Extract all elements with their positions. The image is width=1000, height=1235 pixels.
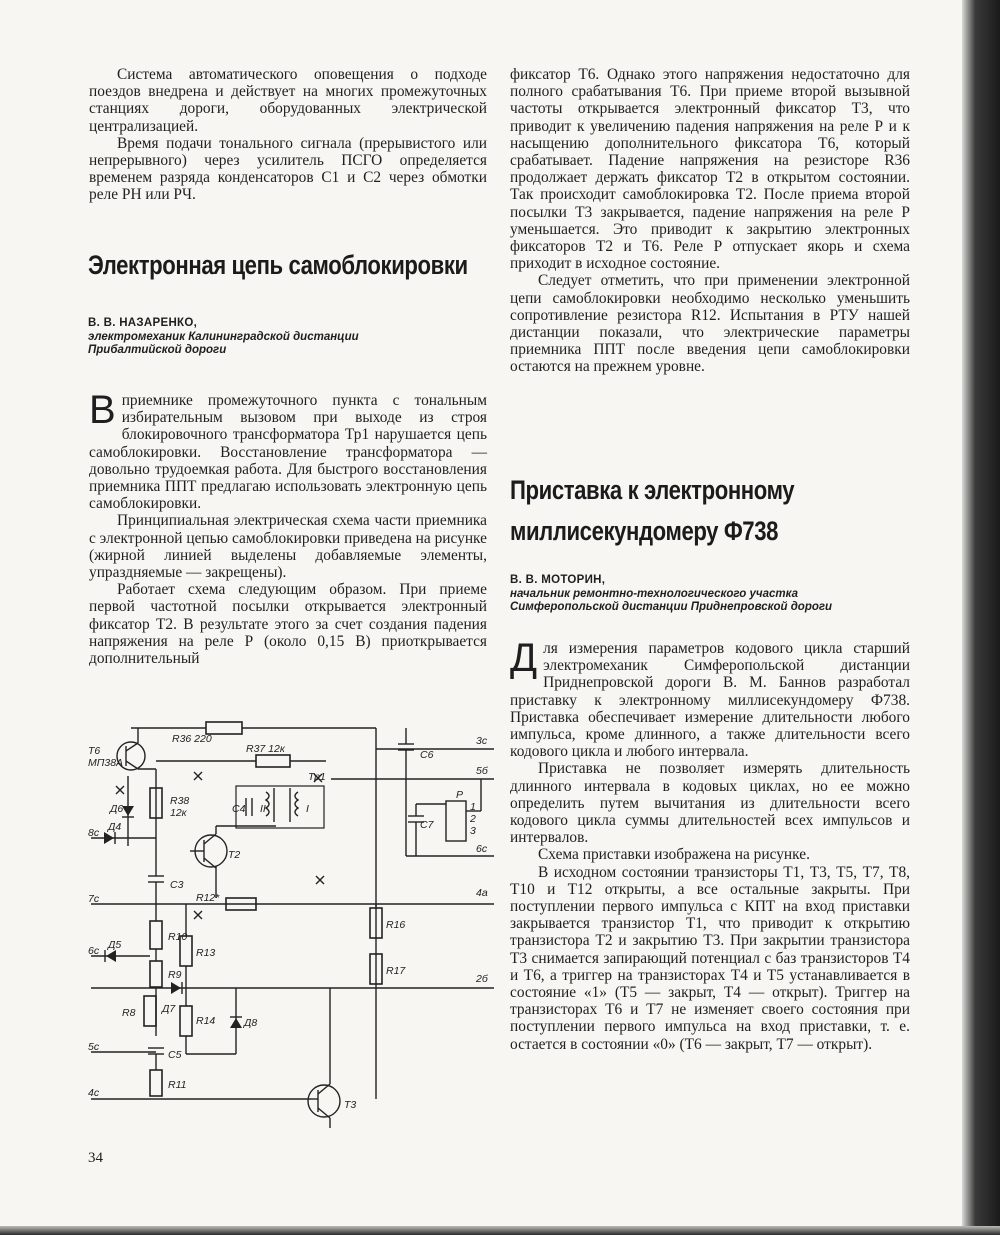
schematic-label: II <box>260 803 266 815</box>
schematic-label: С7 <box>420 819 434 831</box>
paragraph: Вприемнике промежуточного пункта с тональным избирательным вызовом при выходе из строя блокировочного трансформатора Тр1 нарушается цепь самоблокировки. Восстановление трансформатора — довольно трудоемкая работа. Для быстрого восстановления приемника ППТ предлагаю использовать электронную цепь самоблокировки. <box>89 388 487 513</box>
schematic-label: С5 <box>168 1049 182 1061</box>
schematic-label: R13 <box>196 947 216 959</box>
author-name: В. В. НАЗАРЕНКО, <box>88 317 198 329</box>
article-title: Электронная цепь самоблокировки <box>88 250 468 280</box>
schematic-label: R12* <box>196 892 220 904</box>
schematic-label: 5б <box>476 765 488 777</box>
article-title-line1: Приставка к электронному <box>510 475 795 505</box>
schematic-label: R37 12к <box>246 743 285 755</box>
schematic-label: Тр1 <box>308 771 326 783</box>
drop-cap: В <box>89 388 116 432</box>
schematic-label: 2б <box>476 973 488 985</box>
author-name: В. В. МОТОРИН, <box>510 574 606 586</box>
paragraph: Принципиальная электрическая схема части приемника с электронной цепью самоблокировки приведена на рисунке (жирной линией выделены добавляемые элементы, упраздняемые — закрещены). <box>89 512 487 582</box>
page-bottom-shadow <box>0 1226 1000 1235</box>
paragraph: Время подачи тонального сигнала (прерывистого или непрерывного) через усилитель ПСГО определяется временем разряда конденсаторов С1 и С2 через обмотки реле РН или РЧ. <box>89 134 487 204</box>
schematic-label: R36 220 <box>172 733 212 745</box>
schematic-label: Д4 <box>108 821 122 833</box>
schematic-label: Т3 <box>344 1099 357 1111</box>
schematic-label: R10 <box>168 931 188 943</box>
schematic-label: R17 <box>386 965 406 977</box>
schematic-label: Т6 <box>88 745 101 757</box>
schematic-label: Р <box>456 789 464 801</box>
paragraph: Работает схема следующим образом. При приеме первой частотной посылки открывается электронный фиксатор Т2. В результате этого за счет создания падения напряжения на реле Р (около 0,15 В) приоткрывается дополнительный <box>89 581 487 668</box>
schematic-label: Т2 <box>228 849 241 861</box>
page-number: 34 <box>88 1150 103 1166</box>
drop-cap: Д <box>510 636 538 680</box>
schematic-label: R11 <box>168 1079 187 1091</box>
schematic-label: R38 <box>170 795 190 807</box>
paragraph: Система автоматического оповещения о подходе поездов внедрена и действует на многих промежуточных станциях дороги, оборудованных электрической централизацией. <box>89 66 487 135</box>
schematic-label: R9 <box>168 969 182 981</box>
schematic-label: Д6 <box>110 803 124 815</box>
schematic-label: 5с <box>88 1041 100 1053</box>
paragraph: Следует отметить, что при применении электронной цепи самоблокировки необходимо несколько уменьшить сопротивление резистора R12. Испытания в РТУ нашей дистанции показали, что электрические параметры приемника ППТ после введения цепи самоблокировки остаются на прежнем уровне. <box>510 272 910 376</box>
author-role: электромеханик Калининградской дистанции <box>88 330 359 343</box>
schematic-label: 7с <box>88 893 100 905</box>
schematic-label: С6 <box>420 749 434 761</box>
paragraph: фиксатор Т6. Однако этого напряжения недостаточно для полного срабатывания Т6. При приеме второй вызывной частоты открывается электронный фиксатор Т3, что приводит к увеличению падения напряжения на реле Р и к насыщению дополнительного фиксатора Т6, который срабатывает. Падение напряжения на резисторе R36 продолжает держать фиксатор Т2 в открытом состоянии. Так происходит самоблокировка Т2. После приема второй посылки Т3 закрывается, падение напряжения на реле Р уменьшается. Это приводит к закрытию электронных фиксаторов Т2 и Т6. Реле Р отпускает якорь и схема приходит в исходное состояние. <box>510 66 910 273</box>
schematic-label: 6с <box>88 945 100 957</box>
schematic-label: Д5 <box>108 939 122 951</box>
schematic-label: 1 <box>470 801 476 813</box>
schematic-label: Д7 <box>162 1003 176 1015</box>
schematic-label: I <box>306 803 309 815</box>
paragraph: Схема приставки изображена на рисунке. <box>538 846 810 864</box>
author-block <box>88 317 359 358</box>
paragraph: В исходном состоянии транзисторы Т1, Т3, Т5, Т7, Т8, Т10 и Т12 открыты, а все остальные закрыты. При поступлении первого импульса с КПТ на вход приставки закрывается транзистор Т1, что приводит к открытию транзистора Т2 и закрытию Т3. При закрытии транзистора Т3 снимается запирающий потенциал с баз транзисторов Т4 и Т6, а триггер на транзисторах Т4 и Т5 устанавливается в состояние «1» (Т5 — закрыт, Т4 — открыт). Триггер на транзисторах Т6 и Т7 не изменяет своего состояния при поступлении первого импульса на вход приставки, т. е. остается в состоянии «0» (Т6 — закрыт, Т7 — открыт). <box>510 863 910 1053</box>
author-block <box>510 574 832 615</box>
schematic-label: R14 <box>196 1015 216 1027</box>
schematic-label: 6с <box>476 843 488 855</box>
schematic-label: 4с <box>88 1087 100 1099</box>
schematic-label: 4а <box>476 887 488 899</box>
schematic-label: С3 <box>170 879 184 891</box>
schematic-label: R16 <box>386 919 406 931</box>
article-title-line2: миллисекундомеру Ф738 <box>510 516 779 546</box>
schematic-label: Д8 <box>244 1017 258 1029</box>
page-edge-shadow <box>962 0 1000 1235</box>
author-role: Симферопольской дистанции Приднепровской дороги <box>510 601 833 613</box>
author-role: Прибалтийской дороги <box>88 344 227 356</box>
left-column-intro <box>89 66 487 204</box>
article2-body <box>510 636 910 1053</box>
schematic-label: 12к <box>170 807 187 819</box>
author-role: начальник ремонтно-технологического участка <box>510 587 798 600</box>
schematic-label: R8 <box>122 1007 136 1019</box>
circuit-schematic <box>86 716 496 1141</box>
schematic-label: 3 <box>470 825 476 837</box>
schematic-label: С4 <box>232 803 246 815</box>
schematic-label: 8с <box>88 827 100 839</box>
paragraph: Для измерения параметров кодового цикла старший электромеханик Симферопольской дистанции Приднепровской дороги В. М. Баннов разработал приставку к электронному миллисекундомеру Ф738. Приставка обеспечивает измерение длительности любого импульса, кроме длинного, а также длительности всего кодового цикла и любого интервала. <box>510 636 910 761</box>
schematic-label: 3с <box>476 735 488 747</box>
article1-continuation <box>510 66 910 376</box>
schematic-label: МП38А <box>88 757 124 769</box>
schematic-label: 2 <box>470 813 476 825</box>
paragraph: Приставка не позволяет измерять длительность длинного интервала в кодовых циклах, но ее можно определить путем вычитания из длительности всего кодового цикла суммы длительностей всех импульсов и интервалов. <box>510 760 910 847</box>
article1-body <box>89 388 487 668</box>
